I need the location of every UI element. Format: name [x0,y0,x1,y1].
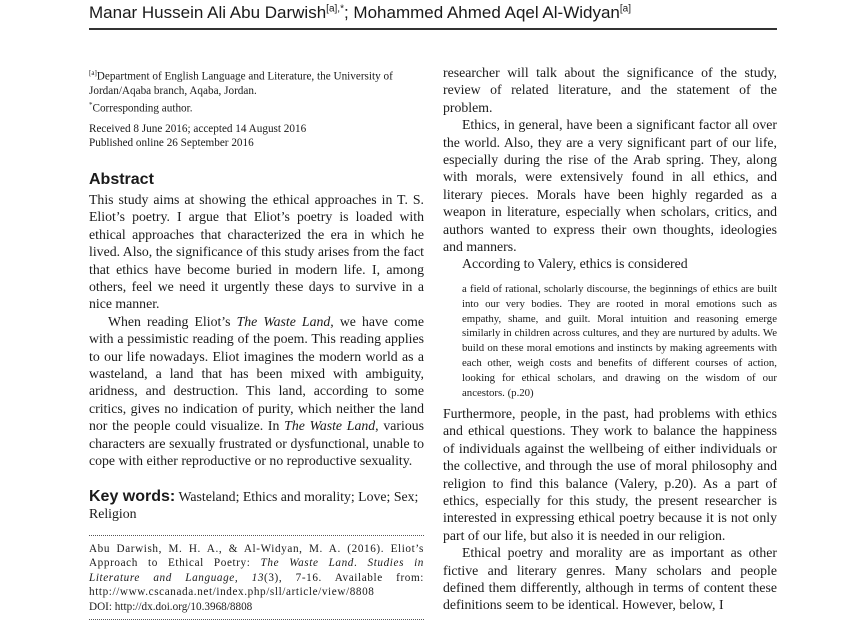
keywords [89,488,424,523]
abstract-p2-text-b: , we have come with a pessimistic reading of the poem. This reading applies to our life nowadays. Eliot imagines the modern world as a wasteland, a land that has been mixed with ambiguity, aridness, and destruction. This land, according to some critics, gives no indication of purity, which neither the land nor the people could visualize. In [89,313,424,434]
citation-issue: (3), 7-16. Available from: http://www.cscanada.net/index.php/sll/article/view/8808 [89,571,424,599]
block-quote: a field of rational, scholarly discourse, the beginnings of ethics are built into our very bodies. They are rooted in moral emotions such as empathy, shame, and guilt. Moral intuition and reasoning emerge similarly in children across cultures, and they are nurtured by adults. We build on these moral emotions and instincts by making agreements with each other, weigh costs and benefits of different courses of action, looking for ethical scholars, and drawing on the wisdom of our ancestors. (p.20) [462,283,777,399]
citation-rule-top [89,535,424,536]
published-date: Published online 26 September 2016 [89,137,254,149]
received-date: Received 8 June 2016; accepted 14 August 2016 [89,123,307,135]
author-separator: ; [343,3,354,22]
right-paragraph-5: Ethical poetry and morality are as important as other fictive and literary genres. Many scholars and people defined them differently, although in terms of content these definitions seem to be identical. However, below, I [443,545,777,613]
citation-authors: Abu Darwish, M. H. A., & Al-Widyan, M. A. (2016). Eliot’s Approach to Ethical Poetry: [89,543,424,570]
right-column-top [443,64,777,273]
author-line [89,3,631,23]
author-2: Mohammed Ahmed Aqel Al-Widyan [353,3,620,22]
header-rule [89,28,777,30]
abstract-p2-text-c: , various characters are sexually frustrated or dysfunctional, unable to cope with either reproductive or no reproductive sexuality. [89,418,424,469]
keywords-text: Wasteland; Ethics and morality; Love; Sex; Religion [89,489,419,522]
abstract-p2-text-a: When reading Eliot’s [108,313,237,329]
author-1: Manar Hussein Ali Abu Darwish [89,3,327,22]
author-2-affiliation-marker: [a] [619,3,632,15]
right-paragraph-3: According to Valery, ethics is considered [462,256,688,272]
citation-doi: DOI: http://dx.doi.org/10.3968/8808 [89,600,253,613]
citation-separator: . [354,557,368,570]
poem-title: The Waste Land [236,313,331,329]
affiliation-note [89,66,424,115]
keywords-heading: Key words: [89,488,176,505]
affiliation-text: Department of English Language and Literature, the University of Jordan/Aqaba branch, Aqaba, Jordan. [89,70,393,97]
author-1-affiliation-marker: [a],* [326,3,344,15]
citation-journal: Studies in Literature and Language, 13 [89,557,424,584]
citation-rule-bottom [89,619,424,620]
abstract-body [89,191,424,470]
article-dates [89,122,424,150]
right-column-bottom [443,405,777,614]
abstract-heading: Abstract [89,171,154,188]
abstract-paragraph-2 [89,313,424,470]
abstract-paragraph-1: This study aims at showing the ethical approaches in T. S. Eliot’s poetry. I argue that Eliot’s poetry is loaded with ethical approaches that characterized the era in which he lived. Also, the significance of this study arises from the fact that ethics have become buried in modern life. I, among others, feel we need it urgently these days to survive in a nice manner. [89,192,424,312]
right-paragraph-4: Furthermore, people, in the past, had problems with ethics and ethical questions. They work to balance the happiness of individuals against the wellbeing of either individuals or the collective, and through the use of moral philosophy and religion to find this balance (Valery, p.20). As a part of ethics, especially for this study, the present researcher is interested in expressing ethical poetry because it is not only part of our life, but also it is needed in our religion. [443,406,777,543]
corresponding-text: Corresponding author. [92,102,193,115]
citation-article-title: The Waste Land [260,557,355,570]
right-paragraph-2: Ethics, in general, have been a significant factor all over the world. Also, they are a very significant part of our life, especially during the rise of the Arab spring. They, along with morals, were extensively found in all ethics, and literary pieces. Morals have been highly regarded as a weapon in literature, especially when scholars, critics, and authors wanted to express their own thoughts, ideologies and manners. [443,117,777,255]
poem-title-2: The Waste Land [284,418,376,434]
corresponding-marker: * [89,100,93,109]
citation-block [89,542,424,614]
right-paragraph-1: researcher will talk about the significance of the study, review of related literature, and the statement of the problem. [443,65,777,115]
affiliation-marker: [a] [89,69,97,77]
